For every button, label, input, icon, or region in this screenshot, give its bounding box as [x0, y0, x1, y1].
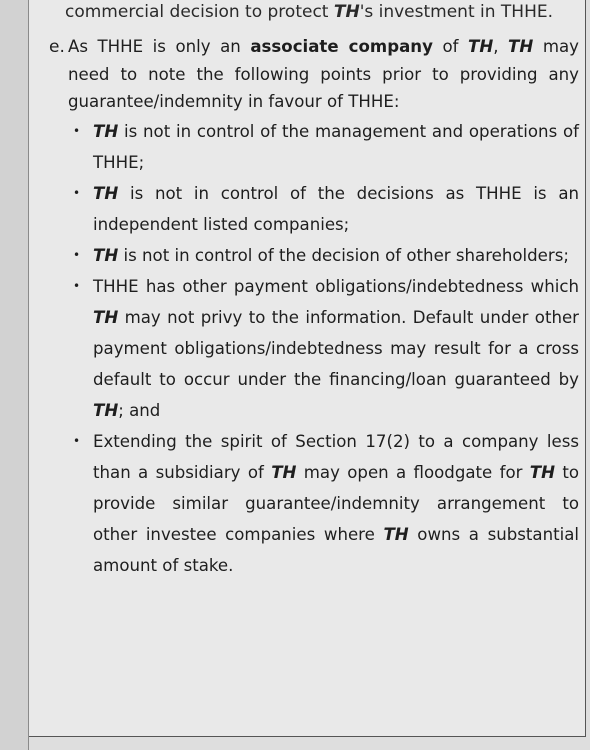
bullet-icon: • [73, 185, 81, 200]
point-th: TH [93, 245, 119, 265]
intro-text-1: As THHE is only an [68, 37, 251, 56]
bullet-point [73, 178, 579, 240]
intro-th-1: TH [468, 37, 494, 56]
point-text: owns a substantial amount of stake. [93, 524, 579, 575]
associate-company-term: associate company [250, 37, 433, 56]
fragment-th: TH [333, 2, 360, 22]
intro-text-3: , [493, 37, 509, 56]
bullet-list [49, 116, 579, 581]
fragment-text: commercial decision to protect [65, 2, 334, 22]
intro-text-4: may need to note the following points prior to providing any guarantee/indemnity in favour of THHE: [68, 37, 579, 112]
document-page [29, 0, 586, 737]
point-th: TH [93, 121, 119, 141]
point-text: may open a floodgate for [296, 462, 530, 482]
point-text: is not in control of the management and operations of THHE; [93, 121, 579, 172]
bullet-icon: • [73, 278, 81, 293]
point-text: is not in control of the decisions as THHE is an independent listed companies; [93, 183, 579, 234]
bullet-point [73, 426, 579, 581]
point-text: may not privy to the information. Default under other payment obligations/indebtedness may result for a cross default to occur under the financing/loan guaranteed by [93, 307, 579, 389]
bullet-point [73, 271, 579, 426]
point-text: THHE has other payment obligations/indebtedness which [93, 276, 579, 296]
bullet-point [73, 240, 579, 271]
item-e [49, 33, 579, 581]
point-th: TH [93, 400, 119, 420]
bullet-icon: • [73, 247, 81, 262]
bullet-icon: • [73, 433, 81, 448]
point-text: Extending the spirit of Section 17(2) to a company less than a subsidiary of [93, 431, 579, 482]
fragment-text-end: 's investment in THHE. [359, 2, 554, 22]
point-th: TH [529, 462, 555, 482]
point-text: ; and [118, 400, 161, 420]
point-text: to provide similar guarantee/indemnity arrangement to other investee companies where [93, 462, 579, 544]
bullet-icon: • [73, 123, 81, 138]
intro-text-2: of [432, 37, 468, 56]
bullet-point [73, 116, 579, 178]
point-th: TH [383, 524, 409, 544]
item-marker: e. [49, 37, 65, 57]
point-th: TH [93, 307, 119, 327]
left-margin-strip [0, 0, 29, 750]
item-e-intro [68, 33, 579, 116]
point-th: TH [93, 183, 119, 203]
previous-item-fragment [65, 0, 553, 24]
point-th: TH [271, 462, 297, 482]
point-text: is not in control of the decision of other shareholders; [118, 245, 569, 265]
intro-th-2: TH [508, 37, 534, 56]
